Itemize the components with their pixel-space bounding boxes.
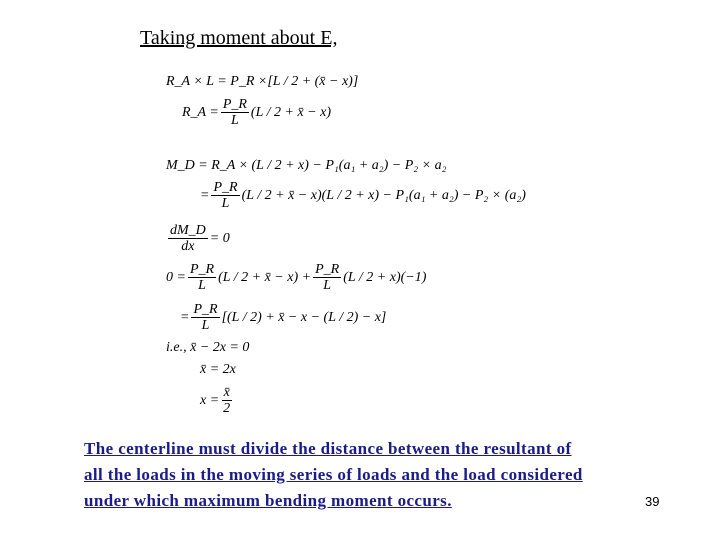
fraction	[168, 223, 208, 254]
fraction	[313, 262, 341, 293]
equation-rhs: (L / 2 + x̄ − x)	[250, 104, 331, 120]
conclusion-line-2: all the loads in the moving series of loads and the load considered	[84, 465, 583, 484]
equation-text: M_D = R_A × (L / 2 + x) − P₁(a₁ + a₂) − P₂ × a₂	[166, 158, 447, 173]
equation-text: R_A × L = P_R ×[L / 2 + (x̄ − x)]	[166, 74, 359, 89]
denominator: L	[323, 278, 332, 293]
equation-lhs: x =	[200, 392, 220, 408]
equation-8	[166, 340, 249, 356]
denominator: L	[221, 196, 230, 211]
fraction	[188, 262, 216, 293]
equation-6	[166, 262, 426, 293]
equation-2	[182, 97, 331, 128]
numerator: P_R	[315, 262, 340, 277]
fraction	[191, 302, 219, 333]
denominator: L	[201, 318, 210, 333]
equation-7	[180, 302, 386, 333]
numerator: P_R	[189, 262, 215, 277]
denominator: L	[230, 113, 239, 128]
equation-rhs: (L / 2 + x)(−1)	[343, 269, 427, 285]
equation-5	[166, 223, 230, 254]
equation-rhs: [(L / 2) + x̄ − x − (L / 2) − x]	[221, 309, 387, 325]
equation-text: x̄ = 2x	[200, 362, 236, 377]
equation-1	[166, 74, 358, 90]
equation-lhs: 0 =	[166, 269, 186, 285]
numerator: P_R	[222, 97, 247, 112]
equation-lhs: R_A =	[182, 104, 219, 120]
fraction	[211, 180, 239, 211]
equation-middle: (L / 2 + x̄ − x) +	[218, 269, 312, 285]
numerator: dM_D	[170, 223, 206, 238]
equation-3	[166, 158, 446, 174]
numerator: P_R	[193, 302, 218, 317]
conclusion-line-3: under which maximum bending moment occurs.	[84, 491, 452, 510]
numerator: x̄	[223, 385, 230, 400]
denominator: dx	[181, 239, 195, 254]
equation-4	[200, 180, 526, 211]
equation-lhs: =	[180, 309, 190, 325]
conclusion-line-1: The centerline must divide the distance between the resultant of	[84, 439, 572, 458]
equation-lhs: =	[200, 187, 210, 203]
equation-9	[200, 362, 236, 378]
equation-rhs: = 0	[209, 230, 230, 246]
slide-heading: Taking moment about E,	[140, 27, 338, 49]
fraction	[221, 97, 249, 128]
page-number: 39	[645, 494, 660, 509]
equation-rhs: (L / 2 + x̄ − x)(L / 2 + x) − P₁(a₁ + a₂) − P₂ × (a₂)	[241, 187, 526, 203]
conclusion-text	[84, 436, 644, 514]
denominator: 2	[223, 401, 231, 416]
fraction	[221, 385, 232, 416]
equation-text: i.e., x̄ − 2x = 0	[166, 340, 250, 355]
denominator: L	[198, 278, 206, 293]
equation-10	[200, 385, 234, 416]
numerator: P_R	[213, 180, 238, 195]
